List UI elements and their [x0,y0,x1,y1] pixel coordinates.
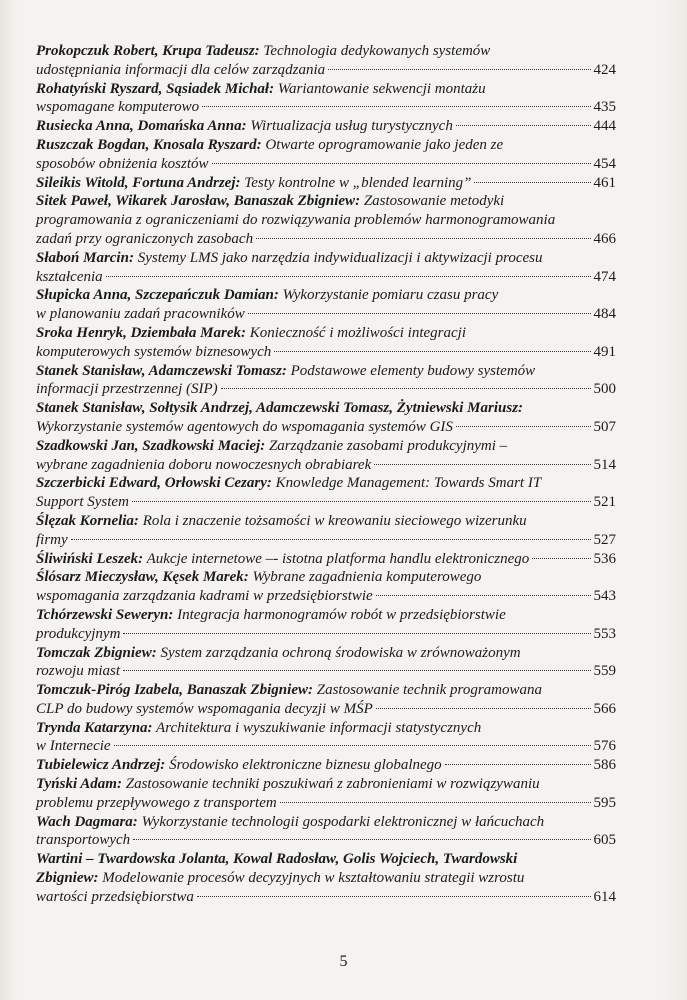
toc-entry-text [36,869,524,888]
toc-title: rozwoju miast [36,663,121,680]
toc-entry-line [36,737,616,756]
toc-authors: Ślósarz Mieczysław, Kęsek Marek: [36,569,249,586]
toc-title: Konieczność i możliwości integracji [246,324,466,341]
toc-page-number: 424 [593,61,616,78]
toc-title: CLP do budowy systemów wspomagania decyzji w MŚP [36,700,373,717]
toc-page-number: 454 [593,155,616,172]
page-number: 5 [339,953,348,970]
toc-entry-text [36,155,209,174]
toc-entry-text [36,174,471,193]
toc-entry-text [36,230,253,249]
dot-leader [445,764,591,765]
toc-page-number: 566 [593,700,616,717]
toc-authors: Rusiecka Anna, Domańska Anna: [36,118,247,135]
toc-title: udostępniania informacji dla celów zarządzania [36,61,326,78]
toc-entry [36,437,616,475]
dot-leader [197,896,591,897]
toc-entry [36,756,616,775]
toc-entry [36,644,616,682]
dot-leader [456,426,591,427]
toc-title: Architektura i wyszukiwanie informacji statystycznych [152,719,482,736]
toc-page-number: 543 [593,588,616,605]
toc-entry-text [36,211,555,230]
toc-title: wybrane zagadnienia doboru nowoczesnych obrabiarek [36,456,372,473]
toc-entry-text [36,794,277,813]
toc-entry-text [36,719,481,738]
toc-authors: Tchórzewski Seweryn: [36,606,174,623]
toc-entry-line [36,587,616,606]
toc-entry [36,42,616,80]
toc-entry-line [36,456,616,475]
toc-entry-text [36,474,541,493]
toc-entry [36,399,616,437]
toc-entry [36,813,616,851]
toc-entry-text [36,700,373,719]
toc-title: Wirtualizacja usług turystycznych [246,118,453,135]
toc-page-number: 576 [593,738,616,755]
dot-leader [474,182,590,183]
toc-page-number: 514 [593,456,616,473]
toc-title: Aukcje internetowe –- istotna platforma handlu elektronicznego [143,550,530,567]
toc-entry-text [36,531,68,550]
toc-entry [36,474,616,512]
toc-title: Wybrane zagadnienia komputerowego [248,569,482,586]
toc-entry-line [36,380,616,399]
toc-authors: Wartini – Twardowska Jolanta, Kowal Radosław, Golis Wojciech, Twardowski [36,851,518,868]
toc-entry-line [36,192,616,211]
toc-entry-line [36,305,616,324]
toc-entry-line [36,174,616,193]
toc-entry-line [36,850,616,869]
toc-entry-line [36,813,616,832]
toc-title: zadań przy ograniczonych zasobach [36,230,254,247]
toc-entry-line [36,568,616,587]
toc-title: Rola i znaczenie tożsamości w kreowaniu sieciowego wizerunku [138,512,527,529]
toc-entry [36,80,616,118]
toc-entry-text [36,644,521,663]
toc-entry-text [36,268,103,287]
toc-authors: Rohatyński Ryszard, Sąsiadek Michał: [36,80,275,97]
toc-title: Wykorzystanie systemów agentowych do wspomagania systemów GIS [36,418,453,435]
toc-entry-text [36,249,543,268]
toc-entry-text [36,80,486,99]
dot-leader [123,633,590,634]
toc-title: Integracja harmonogramów robót w przedsiębiorstwie [173,606,506,623]
toc-authors: Tubielewicz Andrzej: [36,757,166,774]
toc-title: Wykorzystanie pomiaru czasu pracy [278,287,499,304]
toc-authors: Trynda Katarzyna: [36,719,153,736]
toc-title: sposobów obniżenia kosztów [36,155,209,172]
toc-entry [36,192,616,248]
toc-title: Podstawowe elementy budowy systemów [286,362,536,379]
toc-entry-text [36,737,111,756]
toc-authors: Tomczak Zbigniew: [36,644,157,661]
toc-entry-line [36,644,616,663]
toc-authors: Wach Dagmara: [36,813,138,830]
toc-entry-text [36,98,199,117]
toc-entry-line [36,324,616,343]
toc-entry [36,117,616,136]
toc-entry [36,606,616,644]
toc-page-number: 536 [593,550,616,567]
toc-title: wspomagane komputerowo [36,99,200,116]
toc-entry [36,324,616,362]
toc-authors: Prokopczuk Robert, Krupa Tadeusz: [36,43,260,59]
toc-entry-text [36,550,529,569]
toc-authors: Tyński Adam: [36,776,122,793]
toc-page-number: 474 [593,268,616,285]
toc-title: w Internecie [36,738,111,755]
toc-entry-text [36,437,507,456]
toc-entry-text [36,831,130,850]
toc-entry-line [36,700,616,719]
toc-authors: Szadkowski Jan, Szadkowski Maciej: [36,437,266,454]
toc-title: Zastosowanie techniki poszukiwań z zabronieniami w rozwiązywaniu [121,776,540,793]
toc-page-number: 507 [593,418,616,435]
toc-entry [36,174,616,193]
dot-leader [328,69,590,70]
toc-entry-line [36,268,616,287]
toc-entry-text [36,512,527,531]
toc-entry-text [36,606,506,625]
toc-title: Zarządzanie zasobami produkcyjnymi – [265,437,508,454]
toc-title: kształcenia [36,268,103,285]
toc-title: Technologia dedykowanych systemów [259,43,491,59]
toc-page-number: 527 [593,531,616,548]
toc-title: System zarządzania ochroną środowiska w zrównoważonym [156,644,521,661]
toc-title: komputerowych systemów biznesowych [36,343,272,360]
dot-leader [212,163,591,164]
toc-entry-text [36,324,466,343]
toc-title: firmy [36,531,68,548]
dot-leader [202,106,590,107]
toc-title: produkcyjnym [36,625,121,642]
toc-page-number: 614 [593,888,616,905]
toc-page-number: 444 [593,118,616,135]
toc-entry-line [36,61,616,80]
toc-entry-line [36,80,616,99]
toc-page-number: 461 [593,174,616,191]
dot-leader [374,464,590,465]
toc-entry-line [36,136,616,155]
toc-authors: Szczerbicki Edward, Orłowski Cezary: [36,475,272,492]
toc-entry-line [36,362,616,381]
toc-authors: Tomczuk-Piróg Izabela, Banaszak Zbigniew: [36,682,313,699]
toc-authors: Zbigniew: [36,870,99,887]
dot-leader [133,839,590,840]
toc-entry-line [36,512,616,531]
toc-entry [36,850,616,906]
toc-entry-line [36,286,616,305]
dot-leader [221,388,591,389]
toc-page-number: 559 [593,663,616,680]
toc-entry-text [36,493,129,512]
toc-title: programowania z ograniczeniami do rozwiązywania problemów harmonogramowania [36,212,556,229]
toc-entry-text [36,136,503,155]
toc-authors: Ruszczak Bogdan, Knosala Ryszard: [36,136,262,153]
toc-entry [36,512,616,550]
toc-authors: Ślęzak Kornelia: [36,512,139,529]
toc-entry-line [36,531,616,550]
toc-title: Wykorzystanie technologii gospodarki elektronicznej w łańcuchach [137,813,545,830]
toc-page-number: 595 [593,794,616,811]
toc-entry-text [36,418,453,437]
toc-entry [36,568,616,606]
toc-entry-text [36,587,373,606]
toc-entry [36,681,616,719]
toc-entry-text [36,813,544,832]
toc-entry-line [36,474,616,493]
toc-entry-text [36,399,523,418]
toc-title: w planowaniu zadań pracowników [36,306,245,323]
toc-authors: Słaboń Marcin: [36,249,134,266]
toc-entry-line [36,662,616,681]
toc-page-number: 500 [593,381,616,398]
toc-entry-line [36,399,616,418]
toc-entry [36,719,616,757]
toc-entry-line [36,437,616,456]
toc-entry-text [36,192,504,211]
toc-entry-line [36,42,616,61]
dot-leader [532,558,590,559]
toc-entry-text [36,888,194,907]
toc-title: Zastosowanie technik programowana [312,682,543,699]
toc-entry-text [36,775,540,794]
dot-leader [248,313,591,314]
dot-leader [256,238,590,239]
toc-page-number: 484 [593,306,616,323]
toc-entry-line [36,418,616,437]
toc-entry-text [36,305,245,324]
toc-entry-text [36,343,271,362]
dot-leader [456,125,591,126]
toc-entry-text [36,662,120,681]
toc-entry-line [36,117,616,136]
toc-authors: Stanek Stanisław, Adamczewski Tomasz: [36,362,287,379]
dot-leader [132,501,591,502]
toc-page-number: 521 [593,494,616,511]
toc-title: Support System [36,494,129,511]
toc-page-number: 435 [593,99,616,116]
toc-entry-line [36,550,616,569]
toc-entry-line [36,794,616,813]
toc-title: Wariantowanie sekwencji montażu [274,80,486,97]
toc-entry-line [36,493,616,512]
toc-entry-text [36,756,442,775]
toc-entry-line [36,625,616,644]
toc-entry-text [36,117,453,136]
toc-entry-text [36,286,498,305]
toc-entry [36,775,616,813]
toc-title: Zastosowanie metodyki [360,193,505,210]
toc-entry-line [36,230,616,249]
toc-title: Środowisko elektroniczne biznesu globalnego [165,757,442,774]
toc-entry-line [36,98,616,117]
toc-entry-text [36,625,120,644]
toc-entry-text [36,681,542,700]
toc-entry-line [36,869,616,888]
toc-page-number: 586 [593,757,616,774]
dot-leader [114,745,591,746]
toc-authors: Śliwiński Leszek: [36,550,144,567]
dot-leader [280,802,591,803]
toc-entry-text [36,61,325,80]
toc-title: Testy kontrolne w „blended learning” [240,174,472,191]
toc-entry-text [36,362,535,381]
toc-entry [36,550,616,569]
toc-entry-line [36,249,616,268]
toc-authors: Słupicka Anna, Szczepańczuk Damian: [36,287,279,304]
toc-entry-line [36,888,616,907]
toc-entry-line [36,211,616,230]
toc-entry-line [36,343,616,362]
dot-leader [274,351,590,352]
toc-entry-text [36,42,490,61]
dot-leader [376,708,591,709]
toc-page-number: 553 [593,625,616,642]
toc-page-number: 605 [593,832,616,849]
toc-entry-line [36,756,616,775]
dot-leader [123,670,590,671]
toc-entry-line [36,155,616,174]
toc-title: informacji przestrzennej (SIP) [36,381,218,398]
toc-entry-text [36,380,218,399]
toc-entry [36,286,616,324]
toc-authors: Stanek Stanisław, Sołtysik Andrzej, Adamczewski Tomasz, Żytniewski Mariusz: [36,400,524,417]
toc-entry-line [36,681,616,700]
toc-page-number: 466 [593,230,616,247]
dot-leader [376,595,591,596]
toc-authors: Sroka Henryk, Dziembała Marek: [36,324,246,341]
toc-entry-line [36,775,616,794]
toc-authors: Sitek Paweł, Wikarek Jarosław, Banaszak Zbigniew: [36,193,361,210]
toc-entry-line [36,719,616,738]
toc-entry [36,249,616,287]
toc-entry-line [36,606,616,625]
table-of-contents [36,42,616,907]
toc-entry [36,362,616,400]
toc-entry-text [36,568,481,587]
toc-title: Systemy LMS jako narzędzia indywidualizacji i aktywizacji procesu [133,249,543,266]
toc-entry-text [36,850,517,869]
toc-title: Otwarte oprogramowanie jako jeden ze [261,136,504,153]
toc-title: Modelowanie procesów decyzyjnych w kształtowaniu strategii wzrostu [98,870,525,887]
dot-leader [106,276,591,277]
toc-entry [36,136,616,174]
toc-title: transportowych [36,832,131,849]
toc-title: wspomagania zarządzania kadrami w przedsiębiorstwie [36,588,373,605]
toc-title: wartości przedsiębiorstwa [36,888,194,905]
toc-entry-text [36,456,371,475]
toc-title: problemu przepływowego z transportem [36,794,277,811]
dot-leader [71,539,591,540]
toc-page-number: 491 [593,343,616,360]
toc-authors: Sileikis Witold, Fortuna Andrzej: [36,174,241,191]
toc-entry-line [36,831,616,850]
toc-title: Knowledge Management: Towards Smart IT [271,475,542,492]
